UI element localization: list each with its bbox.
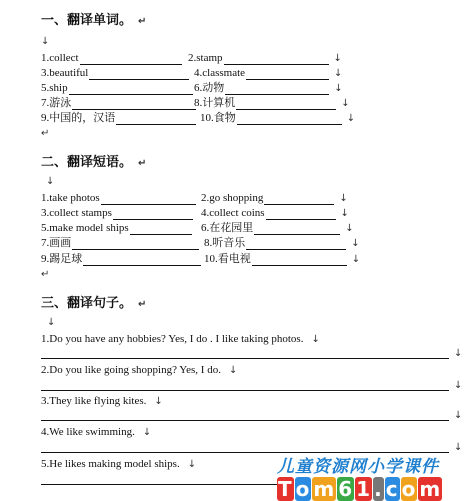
vocab-item-1: 1.collect xyxy=(41,52,182,65)
phrase-item-7: 7.画画 xyxy=(41,237,199,250)
answer-line xyxy=(41,484,281,485)
vocab-item-3: 3.beautiful xyxy=(41,67,189,80)
sentence-1: 1.Do you have any hobbies? Yes, I do . I like taking photos. ↓ xyxy=(41,333,320,345)
answer-line xyxy=(41,390,449,391)
answer-line xyxy=(41,420,449,421)
phrase-item-6: 6.在花园里 ↓ xyxy=(201,222,354,234)
section-3-title: 三、翻译句子。 ↵ xyxy=(41,296,147,311)
phrase-item-2: 2.go shopping ↓ xyxy=(201,192,348,204)
vocab-item-9: 9.中国的，汉语 xyxy=(41,112,196,125)
watermark-letter: . xyxy=(374,477,383,501)
watermark-logo xyxy=(277,452,443,501)
vocab-item-6: 6.动物 ↓ xyxy=(194,82,343,94)
blank-line-arrow: ↓ xyxy=(41,36,50,47)
watermark-letter: m xyxy=(313,477,336,501)
vocab-item-8: 8.计算机 ↓ xyxy=(194,97,350,109)
watermark-letter: m xyxy=(419,477,442,501)
watermark-letter: T xyxy=(278,477,293,501)
vocab-item-7: 7.游泳 xyxy=(41,97,196,110)
phrase-item-9: 9.踢足球 xyxy=(41,253,201,266)
watermark-letter: c xyxy=(385,477,399,501)
blank-line-arrow: ↓ xyxy=(47,317,56,328)
phrase-item-8: 8.听音乐 ↓ xyxy=(204,237,360,249)
sentence-2: 2.Do you like going shopping? Yes, I do. ↓ xyxy=(41,364,238,376)
section-1-title: 一、翻译单词。 ↵ xyxy=(41,13,147,28)
watermark-domain xyxy=(277,477,443,501)
sentence-4: 4.We like swimming. ↓ xyxy=(41,426,152,438)
phrase-item-10: 10.看电视 ↓ xyxy=(204,253,361,265)
blank-line-arrow: ↓ xyxy=(46,176,55,187)
phrase-item-1: 1.take photos xyxy=(41,192,196,205)
answer-line xyxy=(41,358,449,359)
watermark-site-name: 儿童资源网小学课件 xyxy=(277,457,439,477)
line-end-arrow: ↓ xyxy=(454,410,463,421)
watermark-letter: o xyxy=(295,477,311,501)
sentence-5: 5.He likes making model ships. ↓ xyxy=(41,458,197,470)
vocab-item-5: 5.ship xyxy=(41,82,193,95)
line-end-arrow: ↓ xyxy=(454,442,463,453)
phrase-item-3: 3.collect stamps xyxy=(41,207,193,220)
vocab-item-2: 2.stamp ↓ xyxy=(188,52,342,64)
vocab-item-4: 4.classmate ↓ xyxy=(194,67,343,79)
paragraph-mark: ↵ xyxy=(41,128,50,139)
watermark-letter: o xyxy=(401,477,417,501)
section-2-title: 二、翻译短语。 ↵ xyxy=(41,155,147,170)
paragraph-mark: ↵ xyxy=(41,269,50,280)
phrase-item-4: 4.collect coins ↓ xyxy=(201,207,349,219)
line-end-arrow: ↓ xyxy=(454,380,463,391)
watermark-letter: 1 xyxy=(356,477,372,501)
sentence-3: 3.They like flying kites. ↓ xyxy=(41,395,163,407)
line-end-arrow: ↓ xyxy=(454,348,463,359)
phrase-item-5: 5.make model ships xyxy=(41,222,192,235)
vocab-item-10: 10.食物 ↓ xyxy=(200,112,356,124)
watermark-letter: 6 xyxy=(338,477,354,501)
